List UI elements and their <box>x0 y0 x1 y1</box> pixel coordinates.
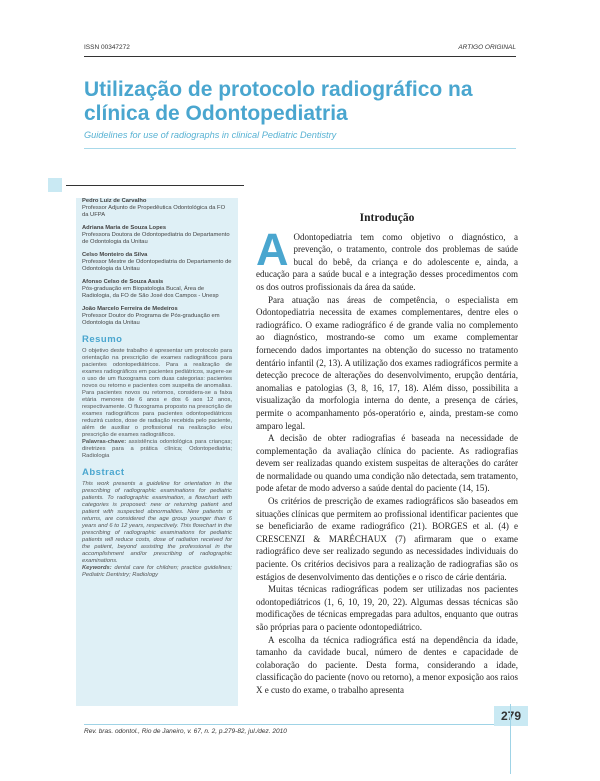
intro-paragraph: Para atuação nas áreas de competência, o especialista em Odontopediatria necessita de exames complementares, dentre eles o radiográfico. O exame radiográfico é de grande valia no complemento ao diagnóstico, mostrando-se como um exame complementar fornecendo dados importantes na obtenção do sucesso no tratamento dentário infantil (2, 13). A utilização dos exames radiográficos permite a detecção precoce de alterações do desenvolvimento, erupção dentária, anomalias e patologias (3, 8, 16, 17, 18). Além disso, possibilita a visualização da morfologia interna do dente, a presença de cáries, permite o acompanhamento pós-operatório e, ainda, prestam-se como amparo legal. <box>256 294 518 431</box>
issn-label: ISSN 00347272 <box>84 44 130 51</box>
page-number: 279 <box>494 706 528 726</box>
author-name: Adriana Maria de Souza Lopes <box>82 225 167 231</box>
article-subtitle: Guidelines for use of radiographs in clinical Pediatric Dentistry <box>84 130 337 140</box>
resumo-text: O objetivo deste trabalho é apresentar um protocolo para orientação na prescrição de exames radiográficos para pacientes odontopediátricos. Para a realização de exames radiográficos em pacientes pediátricos, sugere-se o uso de um fluxograma com duas categorias: pacientes novos ou retorno e pacientes com suspeita de anomalias. Para pacientes novos ou retornos, considera-se a faixa etária menores de 6 anos e dos 6 aos 12 anos, respectivamente. O fluxograma proposto na prescrição de exames radiográficos para pacientes odontopediátricos reduzirá custos, dose de radiação recebida pelo paciente, além de auxiliar o profissional na realização e/ou prescrição de exames radiográficos. <box>82 348 232 438</box>
author-entry <box>82 279 232 300</box>
author-entry <box>82 252 232 273</box>
header-divider <box>84 56 516 57</box>
intro-paragraph: A escolha da técnica radiográfica está na dependência da idade, tamanho da cavidade bucal, número de dentes e capacidade de colaboração do paciente. Desta forma, considerando a idade, classificação do paciente (novo ou retorno), a menor exposição aos raios X e custo do exame, o trabalho apresenta <box>256 634 518 695</box>
intro-paragraph: A decisão de obter radiografias é baseada na necessidade de complementação da avaliação clínica do paciente. As radiografias devem ser realizadas quando existem suspeitas de alterações do caráter de normalidade ou quando uma condição não detectada, sem tratamento, pode afetar de modo adverso a saúde dental do paciente (14, 15). <box>256 433 518 494</box>
author-entry <box>82 225 232 246</box>
author-entry <box>82 198 232 219</box>
footer-divider <box>84 724 504 725</box>
intro-paragraph: Os critérios de prescrição de exames radiográficos são baseados em situações clínicas que permitem ao profissional identificar pacientes que se beneficiarão de exame radiográfico (21). BORGES et al. (4) e CRESCENZI & MARÉCHAUX (7) afirmaram que o exame radiográfico deve ser realizado segundo as necessidades individuais do paciente. Os critérios decisivos para a realização de radiografias são os estágios de desenvolvimento das dentições e o risco de cárie dentária. <box>256 496 518 582</box>
drop-cap: A <box>256 223 289 275</box>
intro-paragraph <box>256 223 518 294</box>
intro-heading: Introdução <box>359 212 415 224</box>
author-name: Afonso Celso de Souza Assis <box>82 279 164 285</box>
author-name: Pedro Luiz de Carvalho <box>82 198 147 204</box>
author-affiliation: Professor Adjunto de Propedêutica Odontológica da FO da UFPA <box>82 205 226 218</box>
intro-paragraph: Muitas técnicas radiográficas podem ser utilizadas nos pacientes odontopediátricos (1, 6, 10, 19, 20, 22). Algumas dessas técnicas são modificações de técnicas empregadas para adultos, enquanto que outras são próprias para o paciente odontopediátrico. <box>256 584 518 632</box>
article-title: Utilização de protocolo radiográfico na clínica de Odontopediatria <box>84 78 473 125</box>
resumo-body <box>82 348 232 460</box>
abstract-heading: Abstract <box>82 467 125 478</box>
resumo-heading: Resumo <box>82 334 123 345</box>
abstract-body <box>82 481 232 579</box>
page-number-rule <box>510 704 511 774</box>
sidebar <box>76 198 238 706</box>
author-name: Celso Monteiro da Silva <box>82 252 148 258</box>
decorative-square <box>48 178 62 192</box>
sidebar-content <box>82 198 232 579</box>
footer-citation: Rev. bras. odontol., Rio de Janeiro, v. 67, n. 2, p.279-82, jul./dez. 2010 <box>84 728 287 735</box>
author-name: João Marcelo Ferreira de Medeiros <box>82 306 178 312</box>
paragraph-text: Odontopediatria tem como objetivo o diagnóstico, a prevenção, o tratamento, controle dos problemas de saúde bucal do bebê, da criança e do adolescente e, ainda, a educação para a saúde bucal e a integração desses procedimentos com os dos outros profissionais da área da saúde. <box>256 231 518 292</box>
decorative-line <box>66 185 244 186</box>
article-type-label: ARTIGO ORIGINAL <box>458 44 516 51</box>
author-affiliation: Professor Doutor do Programa de Pós-graduação em Odontologia da Unitau <box>82 313 220 326</box>
author-affiliation: Professora Doutora de Odontopediatria do Departamento de Odontologia da Unitau <box>82 232 230 245</box>
author-affiliation: Pós-graduação em Biopatologia Bucal, Área de Radiologia, da FO de São José dos Campos - Unesp <box>82 286 219 299</box>
resumo-keywords-label: Palavras-chave: <box>82 439 127 445</box>
author-affiliation: Professor Mestre de Odontopediatria do Departamento de Odontologia da Unitau <box>82 259 232 272</box>
abstract-text: This work presents a guideline for orientation in the prescribing of radiographic examinations for pediatric patients. To radiographic examination, a flowchart with categories is proposed: new or returning patient and patient with suspected abnormalities. New patients or returns, are considered the age group younger than 6 years and 6 to 12 years, respectively. This flowchart in the prescribing of radiographic examinations for pediatric patients will reduce costs, dose of radiation received for the patient, beyond assisting the professional in the accomplishment and/or prescribing of radiographic examinations. <box>82 481 232 564</box>
abstract-keywords: dental care for children; practice guidelines; Pediatric Dentistry; Radiology <box>82 565 232 578</box>
abstract-keywords-label: Keywords: <box>82 565 112 571</box>
author-entry <box>82 306 232 327</box>
main-column <box>256 212 518 697</box>
resumo-keywords: assistência odontológica para crianças; diretrizes para a prática clínica; Odontopediatria; Radiologia <box>82 439 232 459</box>
subtitle-divider <box>84 148 516 149</box>
